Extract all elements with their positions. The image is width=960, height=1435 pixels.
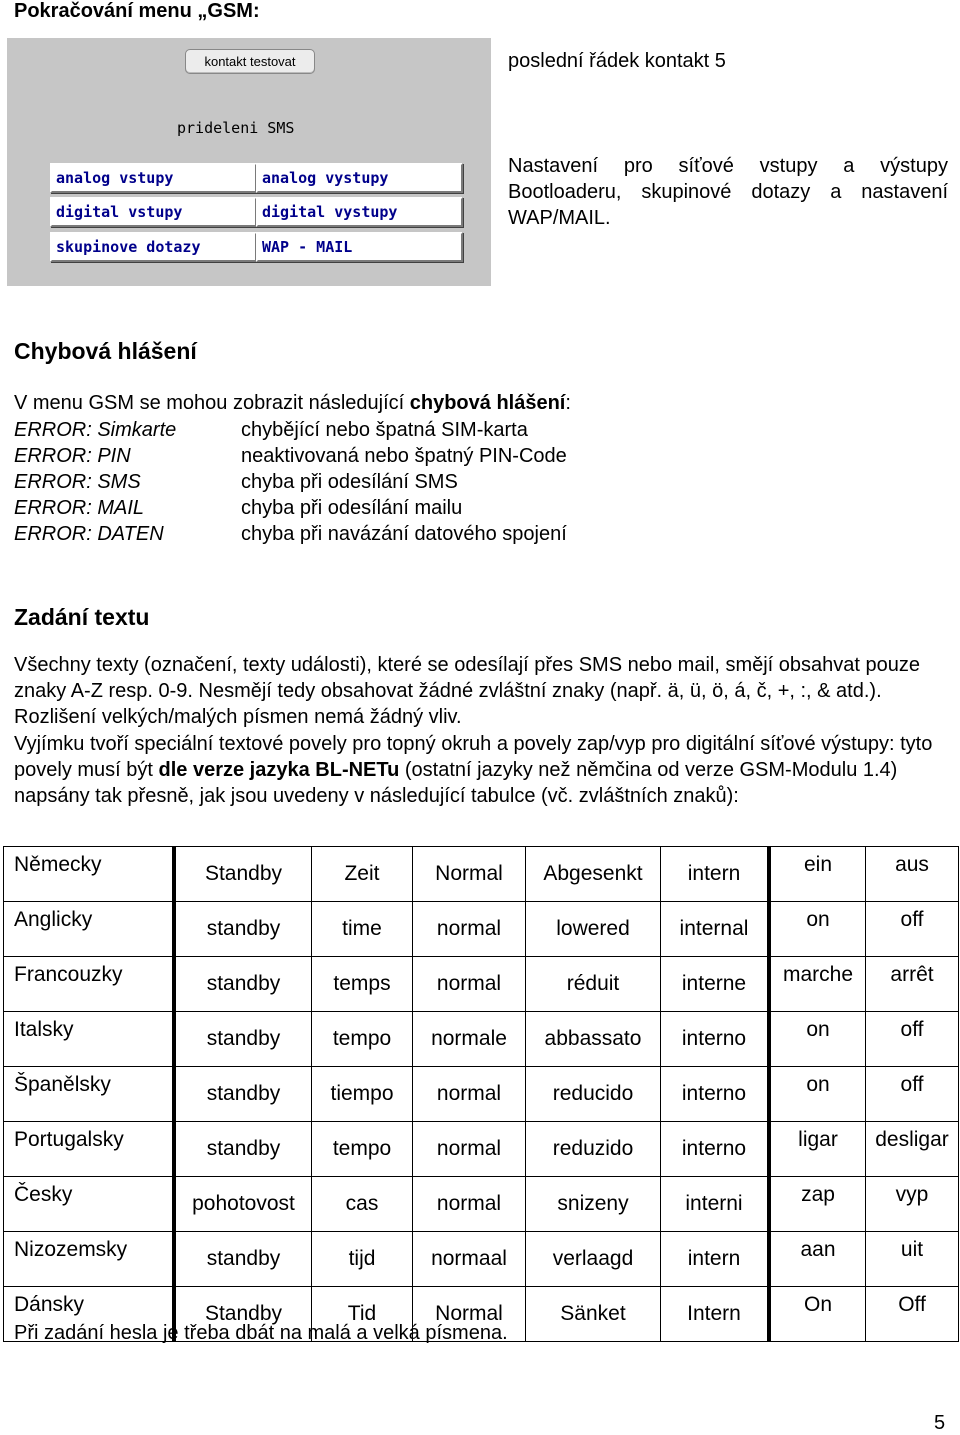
- table-cell: marche: [769, 957, 866, 1012]
- language-name-cell: Nizozemsky: [4, 1232, 175, 1287]
- table-cell: verlaagd: [526, 1232, 661, 1287]
- table-row: [4, 1177, 959, 1232]
- table-cell: intern: [661, 847, 770, 902]
- table-cell: normal: [413, 1177, 526, 1232]
- table-cell: interne: [661, 957, 770, 1012]
- error-row: [14, 523, 567, 546]
- table-cell: pohotovost: [174, 1177, 312, 1232]
- side-note-settings: Nastavení pro síťové vstupy a výstupy Bootloaderu, skupinové dotazy a nastavení WAP/MAIL.: [508, 155, 948, 229]
- table-cell: intern: [661, 1232, 770, 1287]
- table-cell: normale: [413, 1012, 526, 1067]
- table-cell: normal: [413, 957, 526, 1012]
- table-row: [4, 1122, 959, 1177]
- table-cell: ligar: [769, 1122, 866, 1177]
- error-code: ERROR: DATEN: [14, 523, 164, 545]
- errors-intro-bold: chybová hlášení: [409, 392, 566, 414]
- error-code: ERROR: Simkarte: [14, 419, 177, 441]
- text-entry-heading: Zadání textu: [14, 604, 150, 630]
- error-row: [14, 445, 567, 468]
- analog-outputs-button[interactable]: analog vystupy: [256, 163, 463, 193]
- error-code: ERROR: SMS: [14, 471, 141, 493]
- errors-intro: [14, 392, 571, 415]
- page-number: 5: [934, 1412, 946, 1434]
- table-cell: on: [769, 1012, 866, 1067]
- table-cell: zap: [769, 1177, 866, 1232]
- table-cell: Standby: [174, 1287, 312, 1342]
- table-cell: Normal: [413, 847, 526, 902]
- table-cell: aan: [769, 1232, 866, 1287]
- errors-heading: Chybová hlášení: [14, 338, 197, 364]
- table-cell: abbassato: [526, 1012, 661, 1067]
- table-row: [4, 902, 959, 957]
- table-row: [4, 957, 959, 1012]
- language-name-cell: Dánsky: [4, 1287, 175, 1342]
- table-cell: desligar: [866, 1122, 959, 1177]
- side-note-contact: poslední řádek kontakt 5: [508, 50, 726, 72]
- table-cell: Abgesenkt: [526, 847, 661, 902]
- table-row: [4, 1067, 959, 1122]
- table-cell: normal: [413, 1122, 526, 1177]
- table-cell: reduzido: [526, 1122, 661, 1177]
- table-row: [4, 847, 959, 902]
- language-name-cell: Francouzky: [4, 957, 175, 1012]
- contact-test-button[interactable]: kontakt testovat: [185, 49, 315, 74]
- table-cell: interno: [661, 1122, 770, 1177]
- table-cell: standby: [174, 957, 312, 1012]
- table-cell: interno: [661, 1067, 770, 1122]
- error-desc: chyba při odesílání SMS: [241, 471, 458, 493]
- table-cell: temps: [312, 957, 413, 1012]
- password-note: Při zadání hesla je třeba dbát na malá a velká písmena.: [14, 1322, 508, 1344]
- table-cell: standby: [174, 1122, 312, 1177]
- language-commands-table: [3, 846, 959, 1342]
- table-cell: standby: [174, 902, 312, 957]
- digital-inputs-button[interactable]: digital vstupy: [50, 197, 257, 227]
- error-code: ERROR: PIN: [14, 445, 131, 467]
- table-cell: vyp: [866, 1177, 959, 1232]
- table-cell: tiempo: [312, 1067, 413, 1122]
- table-cell: interno: [661, 1012, 770, 1067]
- error-desc: chyba při navázání datového spojení: [241, 523, 567, 545]
- table-cell: réduit: [526, 957, 661, 1012]
- table-cell: cas: [312, 1177, 413, 1232]
- table-cell: ein: [769, 847, 866, 902]
- table-cell: normal: [413, 902, 526, 957]
- table-cell: normal: [413, 1067, 526, 1122]
- table-cell: Sänket: [526, 1287, 661, 1342]
- table-cell: Zeit: [312, 847, 413, 902]
- errors-intro-end: :: [565, 392, 571, 414]
- table-cell: snizeny: [526, 1177, 661, 1232]
- error-desc: chybějící nebo špatná SIM-karta: [241, 419, 528, 441]
- error-row: [14, 497, 462, 520]
- error-desc: neaktivovaná nebo špatný PIN-Code: [241, 445, 567, 467]
- paragraph-bold: dle verze jazyka BL-NETu: [158, 759, 400, 781]
- text-entry-paragraph-1: Všechny texty (označení, texty události), které se odesílají přes SMS nebo mail, smějí obsahvat pouze znaky A-Z resp. 0-9. Nesmějí tedy obsahovat žádné zvláštní znaky (např. ä, ü, ö, á, č, +, :, & atd.). Rozlišení velkých/malých písmen nemá žádný vliv.: [14, 654, 921, 728]
- language-name-cell: Německy: [4, 847, 175, 902]
- error-row: [14, 471, 458, 494]
- table-cell: lowered: [526, 902, 661, 957]
- text-entry-paragraph-2: [14, 731, 944, 809]
- language-name-cell: Portugalsky: [4, 1122, 175, 1177]
- language-name-cell: Česky: [4, 1177, 175, 1232]
- table-cell: Standby: [174, 847, 312, 902]
- table-cell: Normal: [413, 1287, 526, 1342]
- language-name-cell: Anglicky: [4, 902, 175, 957]
- error-row: [14, 419, 528, 442]
- table-cell: time: [312, 902, 413, 957]
- table-cell: on: [769, 902, 866, 957]
- table-cell: arrêt: [866, 957, 959, 1012]
- table-row: [4, 1232, 959, 1287]
- section-heading: Pokračování menu „GSM:: [14, 0, 260, 22]
- error-desc: chyba při odesílání mailu: [241, 497, 463, 519]
- errors-intro-text: V menu GSM se mohou zobrazit následující: [14, 392, 410, 414]
- table-cell: off: [866, 1067, 959, 1122]
- table-cell: tempo: [312, 1012, 413, 1067]
- table-cell: standby: [174, 1012, 312, 1067]
- paragraph-text: Vyjímku tvoří speciální textové povely pro topný okruh a povely zap/vyp pro digitální síťové výstupy: tyto povely musí být: [14, 733, 933, 781]
- table-cell: on: [769, 1067, 866, 1122]
- table-cell: tempo: [312, 1122, 413, 1177]
- table-cell: tijd: [312, 1232, 413, 1287]
- table-cell: standby: [174, 1067, 312, 1122]
- language-name-cell: Italsky: [4, 1012, 175, 1067]
- table-cell: off: [866, 902, 959, 957]
- table-cell: Off: [866, 1287, 959, 1342]
- analog-inputs-button[interactable]: analog vstupy: [50, 163, 257, 193]
- table-cell: interni: [661, 1177, 770, 1232]
- table-cell: internal: [661, 902, 770, 957]
- group-queries-button[interactable]: skupinove dotazy: [50, 232, 257, 262]
- table-cell: Intern: [661, 1287, 770, 1342]
- table-cell: On: [769, 1287, 866, 1342]
- table-cell: Tid: [312, 1287, 413, 1342]
- table-cell: uit: [866, 1232, 959, 1287]
- language-name-cell: Španělsky: [4, 1067, 175, 1122]
- table-cell: normaal: [413, 1232, 526, 1287]
- table-cell: aus: [866, 847, 959, 902]
- digital-outputs-button[interactable]: digital vystupy: [256, 197, 463, 227]
- table-cell: off: [866, 1012, 959, 1067]
- wap-mail-button[interactable]: WAP - MAIL: [256, 232, 463, 262]
- table-cell: reducido: [526, 1067, 661, 1122]
- table-row: [4, 1012, 959, 1067]
- table-cell: standby: [174, 1232, 312, 1287]
- error-code: ERROR: MAIL: [14, 497, 145, 519]
- paragraph-text-end: (ostatní jazyky než němčina od verze GSM-Modulu 1.4) napsány tak přesně, jak jsou uvedeny v následující tabulce (vč. zvláštních znaků):: [14, 759, 898, 807]
- assign-sms-title: prideleni SMS: [177, 119, 295, 137]
